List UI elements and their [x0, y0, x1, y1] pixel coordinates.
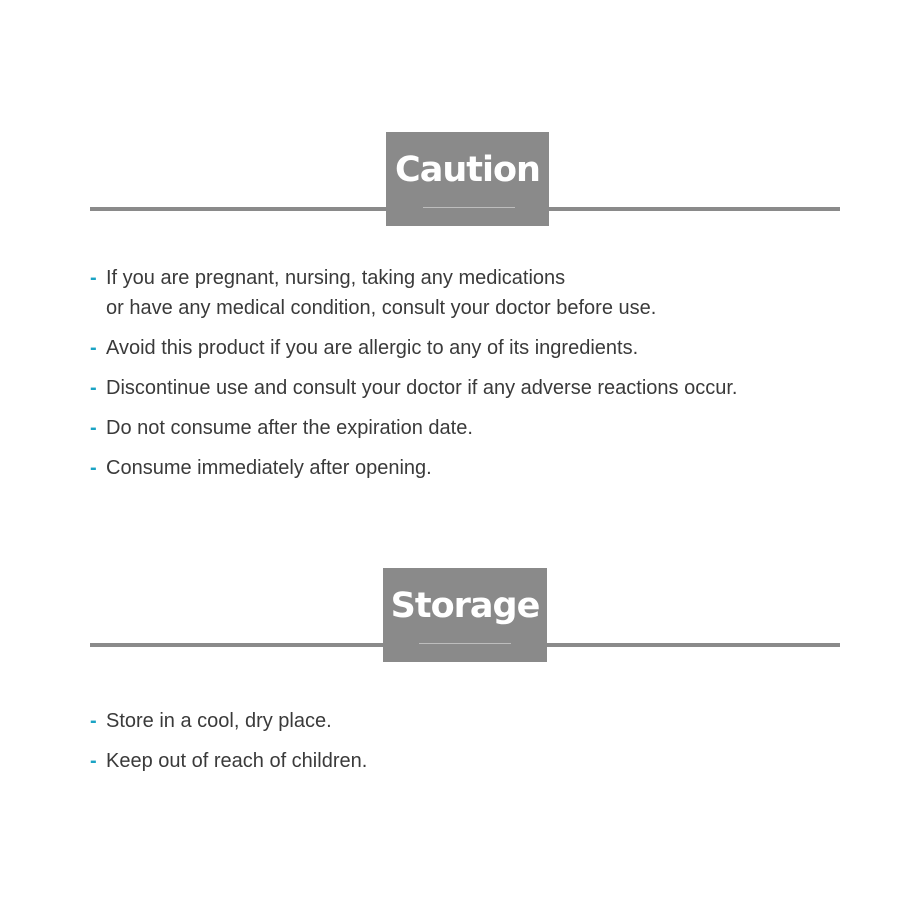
bullet-dash: -: [90, 750, 97, 772]
caution-item-text: Avoid this product if you are allergic to any of its ingredients.: [106, 337, 639, 359]
caution-item-text: Discontinue use and consult your doctor if any adverse reactions occur.: [106, 377, 738, 399]
storage-list: [88, 706, 367, 786]
list-item: [88, 746, 367, 776]
bullet-dash: -: [90, 267, 97, 289]
storage-title-box: [383, 568, 547, 662]
list-item: [88, 333, 737, 363]
storage-item-text: Store in a cool, dry place.: [106, 710, 332, 732]
caution-title-box: [386, 132, 549, 226]
caution-title-underline: [423, 207, 515, 208]
storage-title-underline: [419, 643, 511, 644]
storage-item-text: Keep out of reach of children.: [106, 750, 368, 772]
bullet-dash: -: [90, 377, 97, 399]
list-item: [88, 706, 367, 736]
bullet-dash: -: [90, 457, 97, 479]
list-item: [88, 373, 737, 403]
caution-list: [88, 263, 737, 493]
list-item: [88, 413, 737, 443]
caution-title: Caution: [395, 150, 540, 190]
caution-item-text: Consume immediately after opening.: [106, 457, 432, 479]
storage-title: Storage: [390, 586, 540, 626]
list-item: [88, 263, 737, 323]
caution-item-text: Do not consume after the expiration date.: [106, 417, 473, 439]
bullet-dash: -: [90, 710, 97, 732]
bullet-dash: -: [90, 337, 97, 359]
list-item: [88, 453, 737, 483]
caution-item-text: If you are pregnant, nursing, taking any medications or have any medical condition, consult your doctor before use.: [106, 267, 657, 319]
bullet-dash: -: [90, 417, 97, 439]
